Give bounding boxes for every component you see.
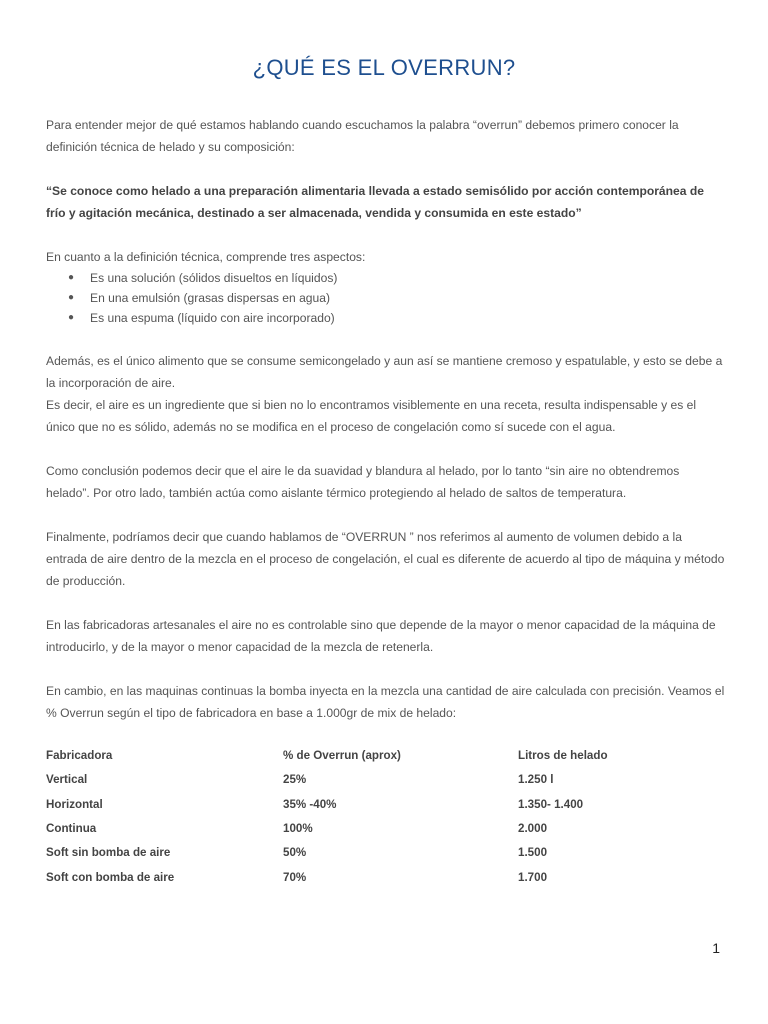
table-cell: 35% -40% xyxy=(283,797,337,811)
overrun-table xyxy=(46,744,718,890)
aspects-intro: En cuanto a la definición técnica, comprende tres aspectos: xyxy=(46,250,366,264)
table-cell: Soft sin bomba de aire xyxy=(46,846,171,860)
table-cell: Vertical xyxy=(46,773,88,787)
paragraph-continuous: En cambio, en las maquinas continuas la bomba inyecta en la mezcla una cantidad de aire calculada con precisión. Veamos el % Overrun según el tipo de fabricadora en base a 1.000gr de mix de helado: xyxy=(46,684,725,720)
paragraph-conclusion: Como conclusión podemos decir que el aire le da suavidad y blandura al helado, por lo tanto “sin aire no obtendremos helado”. Por otro lado, también actúa como aislante térmico protegiendo al helado de saltos de temperatura. xyxy=(46,464,680,500)
list-item-text: Es una solución (sólidos disueltos en líquidos) xyxy=(90,271,338,285)
table-cell: 1.700 xyxy=(518,870,548,884)
page-title: ¿QUÉ ES EL OVERRUN? xyxy=(252,55,516,80)
list-item xyxy=(46,288,726,308)
table-row xyxy=(46,817,718,841)
table-row xyxy=(46,865,718,889)
list-item-text: Es una espuma (líquido con aire incorporado) xyxy=(90,311,335,325)
definition-quote: “Se conoce como helado a una preparación alimentaria llevada a estado semisólido por acción contemporánea de frío y agitación mecánica, destinado a ser almacenada, vendida y consumida en este estado” xyxy=(46,184,704,220)
document-body xyxy=(46,114,726,890)
page-number: 1 xyxy=(712,940,720,956)
table-cell: Soft con bomba de aire xyxy=(46,870,175,884)
table-cell: 100% xyxy=(283,822,313,836)
paragraph-artisanal: En las fabricadoras artesanales el aire no es controlable sino que depende de la mayor o menor capacidad de la máquina de introducirlo, y de la mayor o menor capacidad de la mezcla de retenerla. xyxy=(46,618,716,654)
table-cell: 50% xyxy=(283,846,307,860)
paragraph-overrun-definition: Finalmente, podríamos decir que cuando hablamos de “OVERRUN ” nos referimos al aumento de volumen debido a la entrada de aire dentro de la mezcla en el proceso de congelación, el cual es diferente de acuerdo al tipo de máquina y método de producción. xyxy=(46,530,725,588)
list-item-text: En una emulsión (grasas dispersas en agua) xyxy=(90,291,330,305)
table-cell: 1.500 xyxy=(518,846,548,860)
intro-paragraph: Para entender mejor de qué estamos hablando cuando escuchamos la palabra “overrun” debemos primero conocer la definición técnica de helado y su composición: xyxy=(46,118,679,154)
bullet-icon: ● xyxy=(68,312,75,323)
table-cell: 2.000 xyxy=(518,822,548,836)
bullet-icon: ● xyxy=(68,272,75,283)
bullet-icon: ● xyxy=(68,292,75,303)
paragraph-air-1: Además, es el único alimento que se consume semicongelado y aun así se mantiene cremoso y espatulable, y esto se debe a la incorporación de aire. xyxy=(46,354,723,390)
table-row xyxy=(46,841,718,865)
table-cell: Continua xyxy=(46,822,97,836)
aspects-list xyxy=(46,268,726,328)
table-cell: 1.350- 1.400 xyxy=(518,797,584,811)
table-row xyxy=(46,768,718,792)
table-row xyxy=(46,793,718,817)
table-header-cell: Litros de helado xyxy=(518,749,608,763)
table-header-cell: % de Overrun (aprox) xyxy=(283,749,401,763)
paragraph-air-2: Es decir, el aire es un ingrediente que si bien no lo encontramos visiblemente en una receta, resulta indispensable y es el único que no es sólido, además no se modifica en el proceso de congelación como sí sucede con el agua. xyxy=(46,398,697,434)
list-item xyxy=(46,308,726,328)
table-cell: Horizontal xyxy=(46,797,103,811)
table-cell: 1.250 l xyxy=(518,773,554,787)
list-item xyxy=(46,268,726,288)
table-header-row xyxy=(46,744,718,768)
table-cell: 70% xyxy=(283,870,307,884)
table-header-cell: Fabricadora xyxy=(46,749,113,763)
table-cell: 25% xyxy=(283,773,307,787)
